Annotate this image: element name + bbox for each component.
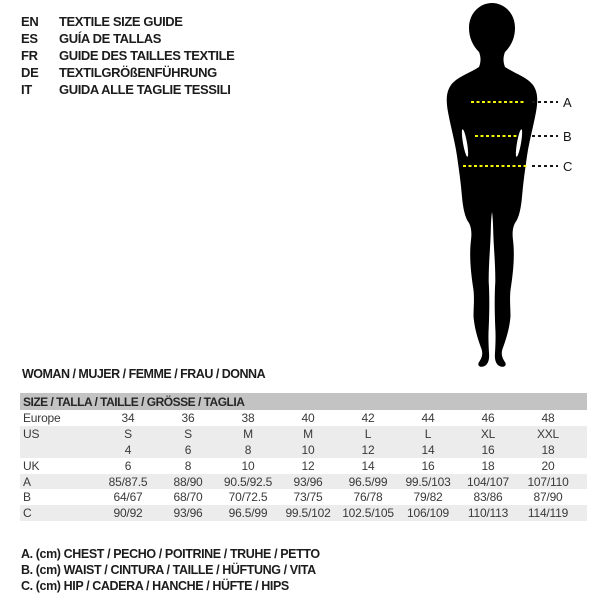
size-cell: 48 (541, 410, 555, 425)
size-cell: 83/86 (473, 490, 503, 505)
language-title: GUIDA ALLE TAGLIE TESSILI (59, 82, 231, 97)
measurement-legend (21, 546, 320, 594)
legend-line: B. (cm) WAIST / CINTURA / TAILLE / HÜFTUNG / VITA (21, 563, 316, 577)
row-label: C (23, 506, 32, 521)
size-cell: 20 (541, 458, 555, 473)
table-row (20, 474, 587, 490)
size-cell: 70/72.5 (228, 490, 268, 505)
size-cell: 40 (301, 410, 315, 425)
size-cell: L (424, 426, 432, 441)
row-label: B (23, 490, 31, 505)
table-row (20, 410, 587, 426)
language-code: DE (21, 65, 39, 80)
measure-line-c-pointer-dashes (532, 165, 558, 167)
size-cell: XXL (536, 426, 560, 441)
size-cell: 16 (421, 458, 435, 473)
size-cell: M (243, 426, 253, 441)
language-code: IT (21, 82, 32, 97)
woman-silhouette (425, 0, 565, 370)
size-cell: 4 (124, 442, 132, 457)
size-cell: 99.5/102 (285, 506, 331, 521)
size-cell: 110/113 (467, 506, 509, 521)
size-cell: 87/90 (533, 490, 563, 505)
size-cell: 114/119 (527, 506, 569, 521)
measure-label-a: A (563, 95, 572, 110)
measure-line-a-body-dashes (471, 101, 524, 103)
size-cell: 106/109 (407, 506, 449, 521)
size-cell: 76/78 (353, 490, 383, 505)
silhouette-body (447, 3, 537, 367)
size-cell: 16 (481, 442, 495, 457)
size-cell: 38 (241, 410, 255, 425)
size-cell: 107/110 (527, 474, 569, 489)
language-row (21, 47, 234, 64)
table-row (20, 442, 587, 458)
size-cell: 90/92 (113, 506, 143, 521)
measure-line-c-body-dashes (463, 165, 529, 167)
size-cell: 85/87.5 (108, 474, 148, 489)
size-cell: 8 (184, 458, 192, 473)
language-list (21, 13, 234, 98)
table-row (20, 505, 587, 521)
language-code: FR (21, 48, 38, 63)
row-label: US (23, 426, 40, 441)
size-cell: 18 (481, 458, 495, 473)
size-cell: 14 (421, 442, 435, 457)
language-row (21, 64, 234, 81)
size-cell: M (303, 426, 313, 441)
language-title: GUIDE DES TAILLES TEXTILE (59, 48, 235, 63)
size-cell: 18 (541, 442, 555, 457)
size-cell: 12 (301, 458, 315, 473)
size-cell: XL (480, 426, 496, 441)
size-cell: S (124, 426, 132, 441)
category-title: WOMAN / MUJER / FEMME / FRAU / DONNA (22, 367, 266, 381)
size-cell: 99.5/103 (405, 474, 451, 489)
size-cell: 73/75 (293, 490, 323, 505)
language-row (21, 13, 234, 30)
size-cell: 12 (361, 442, 375, 457)
size-cell: 6 (184, 442, 192, 457)
size-cell: 96.5/99 (228, 506, 268, 521)
size-cell: 8 (244, 442, 252, 457)
measure-line-a-pointer-dashes (532, 101, 558, 103)
size-cell: S (184, 426, 192, 441)
size-table (20, 393, 587, 521)
size-cell: 36 (181, 410, 195, 425)
language-title: TEXTILE SIZE GUIDE (59, 14, 183, 29)
table-row (20, 458, 587, 474)
size-cell: 96.5/99 (348, 474, 388, 489)
size-cell: 90.5/92.5 (223, 474, 273, 489)
size-cell: 10 (241, 458, 255, 473)
size-table-header: SIZE / TALLA / TAILLE / GRÖSSE / TAGLIA (20, 393, 587, 410)
size-cell: 102.5/105 (342, 506, 394, 521)
size-cell: 6 (124, 458, 132, 473)
size-cell: 79/82 (413, 490, 443, 505)
size-cell: 14 (361, 458, 375, 473)
legend-line: C. (cm) HIP / CADERA / HANCHE / HÜFTE / HIPS (21, 579, 289, 593)
language-code: ES (21, 31, 38, 46)
size-cell: 46 (481, 410, 495, 425)
table-row (20, 426, 587, 442)
measure-line-b-pointer-dashes (532, 135, 558, 137)
measure-label-b: B (563, 129, 572, 144)
size-cell: 104/107 (467, 474, 509, 489)
size-cell: 10 (301, 442, 315, 457)
measure-line-b-body-dashes (475, 135, 519, 137)
size-cell: 88/90 (173, 474, 203, 489)
language-title: TEXTILGRÖßENFÜHRUNG (59, 65, 217, 80)
size-cell: 93/96 (293, 474, 323, 489)
size-table-rows (20, 410, 587, 521)
language-row (21, 30, 234, 47)
row-label: A (23, 474, 31, 489)
woman-silhouette-svg (425, 0, 565, 370)
size-cell: 34 (121, 410, 135, 425)
table-row (20, 489, 587, 505)
size-cell: 93/96 (173, 506, 203, 521)
size-cell: 44 (421, 410, 435, 425)
measure-label-c: C (563, 159, 573, 174)
row-label: Europe (23, 410, 61, 425)
row-label: UK (23, 458, 40, 473)
size-cell: 42 (361, 410, 375, 425)
language-code: EN (21, 14, 39, 29)
size-cell: L (364, 426, 372, 441)
legend-line: A. (cm) CHEST / PECHO / POITRINE / TRUHE / PETTO (21, 547, 320, 561)
size-cell: 68/70 (173, 490, 203, 505)
size-cell: 64/67 (113, 490, 143, 505)
language-row (21, 81, 234, 98)
language-title: GUÍA DE TALLAS (59, 31, 162, 46)
